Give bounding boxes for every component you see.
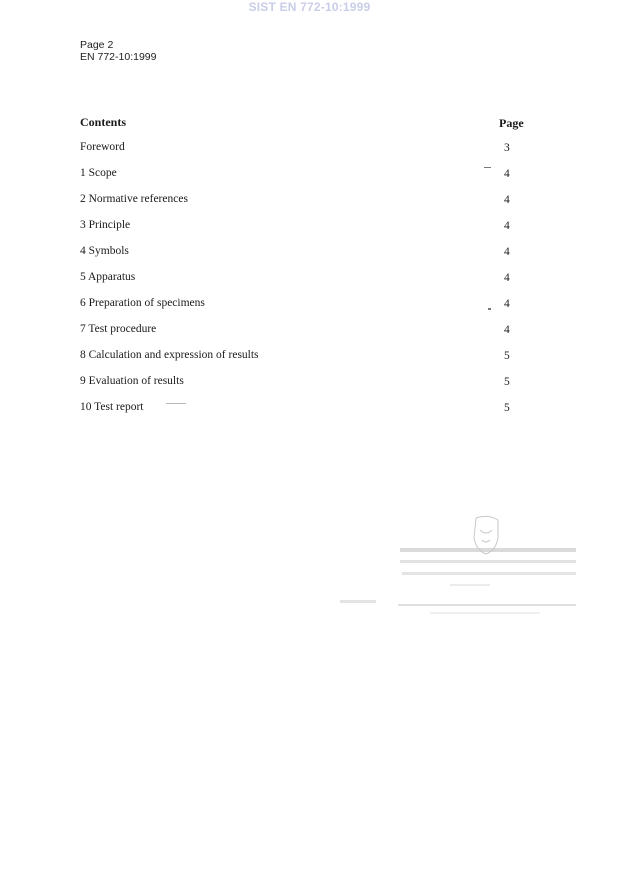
toc-entry-title: 1 Scope <box>80 167 117 179</box>
toc-entry-title: 6 Preparation of specimens <box>80 297 205 309</box>
toc-entry-title: 8 Calculation and expression of results <box>80 349 259 361</box>
page-column-heading: Page <box>499 116 524 130</box>
toc-entry-title: 3 Principle <box>80 219 131 231</box>
toc-entry <box>80 375 525 401</box>
toc-entry-title: 4 Symbols <box>80 245 129 257</box>
toc-entry-page: 4 <box>504 168 510 180</box>
toc-entry-page: 4 <box>504 272 510 284</box>
watermark-text: SIST EN 772-10:1999 <box>248 0 371 14</box>
toc-entry <box>80 297 525 323</box>
toc-entry-title: 5 Apparatus <box>80 271 136 283</box>
toc-entry-page: 4 <box>504 246 510 258</box>
toc-entry <box>80 271 525 297</box>
toc-entry-page: 4 <box>504 194 510 206</box>
toc-entry <box>80 245 525 271</box>
toc-entry <box>80 349 525 375</box>
toc-entry <box>80 141 525 167</box>
page-header <box>80 39 156 63</box>
toc-entry-title: 7 Test procedure <box>80 323 157 335</box>
toc-entry <box>80 401 525 427</box>
toc-entry-page: 5 <box>504 402 510 414</box>
scan-speck <box>484 167 491 168</box>
toc-entry-page: 4 <box>504 324 510 336</box>
contents-heading-row <box>80 115 525 131</box>
table-of-contents <box>80 141 525 427</box>
scan-speck <box>166 403 186 404</box>
toc-entry <box>80 167 525 193</box>
toc-entry-title: 2 Normative references <box>80 193 188 205</box>
contents-heading: Contents <box>80 115 127 129</box>
scan-speck <box>488 308 491 310</box>
toc-entry-page: 4 <box>504 220 510 232</box>
toc-entry-title: 10 Test report <box>80 401 144 413</box>
toc-entry <box>80 219 525 245</box>
page-number-label: Page 2 <box>80 39 114 51</box>
official-stamp-icon <box>330 512 580 622</box>
toc-entry-page: 5 <box>504 376 510 388</box>
toc-entry-page: 3 <box>504 142 510 154</box>
toc-entry <box>80 323 525 349</box>
toc-entry-page: 5 <box>504 350 510 362</box>
toc-entry-title: 9 Evaluation of results <box>80 375 184 387</box>
toc-entry-title: Foreword <box>80 141 125 153</box>
toc-entry <box>80 193 525 219</box>
toc-entry-page: 4 <box>504 298 510 310</box>
document-number: EN 772-10:1999 <box>80 51 157 63</box>
